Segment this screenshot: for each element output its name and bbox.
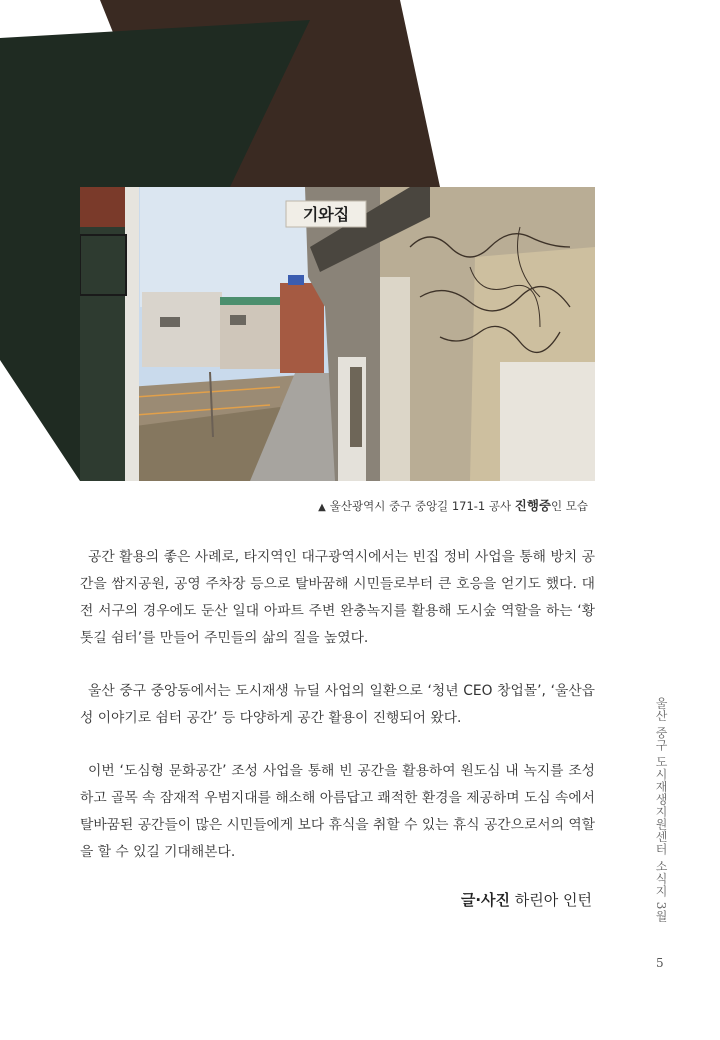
- photo-caption: [318, 496, 588, 514]
- caption-text-after: 인 모습: [551, 499, 588, 513]
- caption-text-before: 울산광역시 중구 중앙길 171-1 공사: [329, 499, 515, 513]
- page-number: 5: [656, 956, 664, 970]
- paragraph-2: 울산 중구 중앙동에서는 도시재생 뉴딜 사업의 일환으로 ‘청년 CEO 창업몰’, ‘울산읍성 이야기로 쉼터 공간’ 등 다양하게 공간 활용이 진행되어 왔다.: [80, 683, 595, 726]
- byline-name: 하린아 인턴: [510, 891, 592, 909]
- sign-label: 기와집: [302, 205, 350, 224]
- byline: [461, 889, 592, 910]
- caption-text-bold: 진행중: [514, 498, 552, 513]
- article-body: [80, 544, 595, 892]
- byline-label: 글·사진: [460, 891, 510, 909]
- alley-illustration: [80, 187, 595, 481]
- paragraph-1: 공간 활용의 좋은 사례로, 타지역인 대구광역시에서는 빈집 정비 사업을 통해 방치 공간을 쌈지공원, 공영 주차장 등으로 탈바꿈해 시민들로부터 큰 호응을 얻기도 했다. 대전 서구의 경우에도 둔산 일대 아파트 주변 완충녹지를 활용해 도시숲 역할을 하는 ‘황톳길 쉼터’를 만들어 주민들의 삶의 질을 높였다.: [80, 549, 595, 646]
- street-photo: [80, 187, 595, 481]
- triangle-marker-icon: ▲: [318, 502, 326, 513]
- publication-side-title: 울산 중구 도시재생지원센터 소식지 3월: [654, 697, 668, 923]
- paragraph-3: 이번 ‘도심형 문화공간’ 조성 사업을 통해 빈 공간을 활용하여 원도심 내 녹지를 조성하고 골목 속 잠재적 우범지대를 해소해 아름답고 쾌적한 환경을 제공하며 도심 속에서 탈바꿈된 공간들이 많은 시민들에게 보다 휴식을 취할 수 있는 휴식 공간으로서의 역할을 할 수 있길 기대해본다.: [80, 763, 595, 860]
